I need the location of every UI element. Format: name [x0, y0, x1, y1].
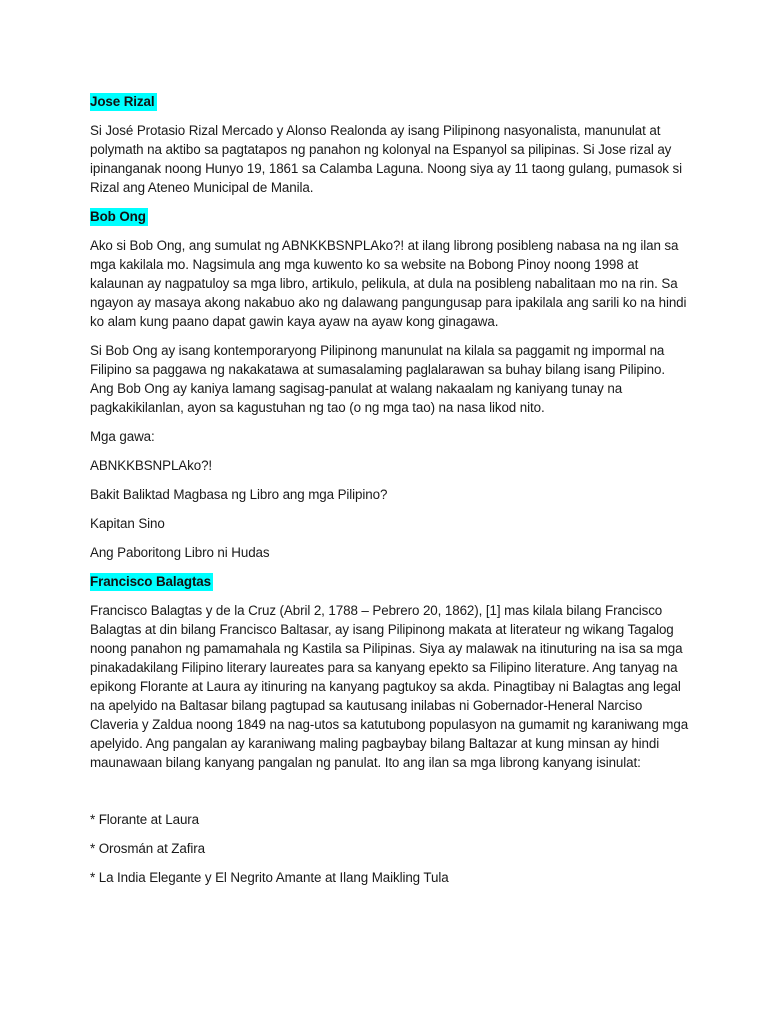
heading-francisco-balagtas — [90, 572, 690, 591]
document-page — [90, 92, 690, 897]
heading-bob-ong — [90, 207, 690, 226]
blank-line — [90, 782, 690, 810]
balagtas-work-item: * La India Elegante y El Negrito Amante at Ilang Maikling Tula — [90, 870, 449, 885]
work-item: Bakit Baliktad Magbasa ng Libro ang mga Pilipino? — [90, 487, 388, 502]
heading-jose-rizal — [90, 92, 690, 111]
work-item: Ang Paboritong Libro ni Hudas — [90, 545, 270, 560]
rizal-paragraph: Si José Protasio Rizal Mercado y Alonso Realonda ay isang Pilipinong nasyonalista, manunulat at polymath na aktibo sa pagtatapos ng panahon ng kolonyal na Espanyol sa pilipinas. Si Jose rizal ay ipinanganak noong Hunyo 19, 1861 sa Calamba Laguna. Noong siya ay 11 taong gulang, pumasok si Rizal ang Ateneo Municipal de Manila. — [90, 123, 682, 195]
balagtas-work-item: * Orosmán at Zafira — [90, 841, 205, 856]
bobong-paragraph-2: Si Bob Ong ay isang kontemporaryong Pilipinong manunulat na kilala sa paggamit ng impormal na Filipino sa paggawa ng nakakatawa at sumasalaming paglalarawan sa buhay bilang isang Pilipino. Ang Bob Ong ay kaniya lamang sagisag-panulat at walang nakaalam ng kaniyang tunay na pagkakikilanlan, ayon sa kagustuhan ng tao (o ng mga tao) na nasa likod nito. — [90, 343, 665, 415]
highlighted-heading: Jose Rizal — [90, 94, 155, 109]
highlighted-heading: Bob Ong — [90, 209, 146, 224]
works-label: Mga gawa: — [90, 429, 155, 444]
balagtas-work-item: * Florante at Laura — [90, 812, 200, 827]
balagtas-paragraph: Francisco Balagtas y de la Cruz (Abril 2, 1788 – Pebrero 20, 1862), [1] mas kilala bilang Francisco Balagtas at din bilang Francisco Baltasar, ay isang Pilipinong makata at literateur ng wikang Tagalog noong panahon ng pamamahala ng Kastila sa Pilipinas. Siya ay malawak na itinuturing na isa sa mga pinakadakilang Filipino literary laureates para sa kanyang epekto sa Filipino literature. Ang tanyag na epikong Florante at Laura ay itinuring na kanyang pagtukoy sa akda. Pinagtibay ni Balagtas ang legal na apelyido na Baltasar bilang pagtupad sa kautusang inilabas ni Gobernador-Heneral Narciso Claveria y Zaldua noong 1849 na nag-utos sa katutubong populasyon na gumamit ng karaniwang mga apelyido. Ang pangalan ay karaniwang maling pagbaybay bilang Baltazar at kung minsan ay hindi maunawaan bilang kanyang pangalan ng panulat. Ito ang ilan sa mga librong kanyang isinulat: — [90, 603, 689, 770]
work-item: Kapitan Sino — [90, 516, 165, 531]
work-item: ABNKKBSNPLAko?! — [90, 458, 213, 473]
bobong-paragraph-1: Ako si Bob Ong, ang sumulat ng ABNKKBSNPLAko?! at ilang librong posibleng nabasa na ng ilan sa mga kakilala mo. Nagsimula ang mga kuwento ko sa website na Bobong Pinoy noong 1998 at kalaunan ay nagpatuloy sa mga libro, artikulo, pelikula, at dula na posibleng nabalitaan mo na rin. Sa ngayon ay masaya akong nakabuo ako ng dalawang pangungusap para ipakilala ang sarili ko na hindi ko alam kung paano dapat gawin kaya ayaw na ayaw kong ginagawa. — [90, 238, 687, 329]
highlighted-heading: Francisco Balagtas — [90, 574, 211, 589]
